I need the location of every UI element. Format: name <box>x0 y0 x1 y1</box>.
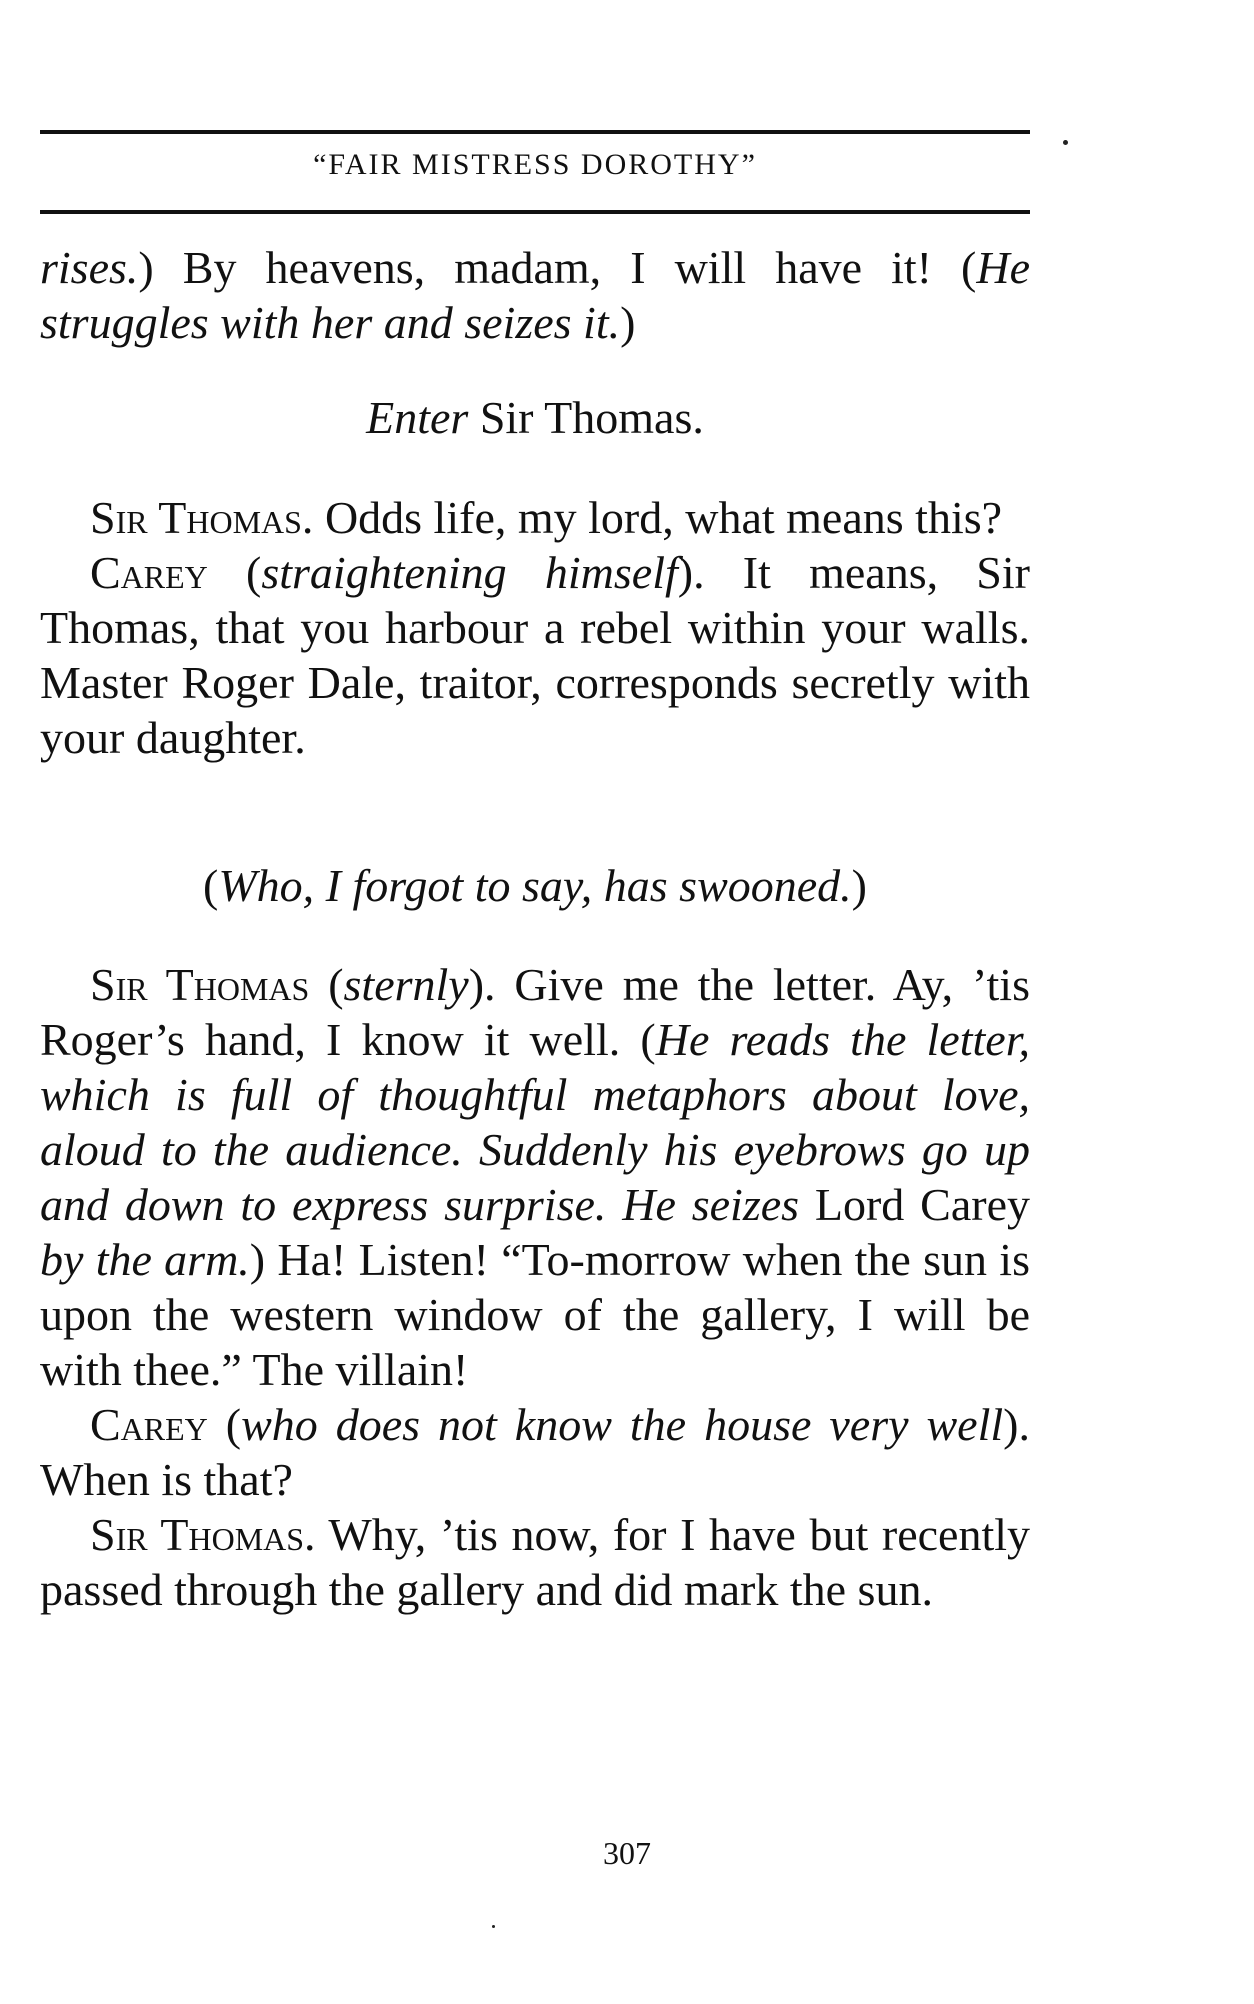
page-number: 307 <box>603 1835 651 1871</box>
dialogue-block-1: Sir Thomas. Odds life, my lord, what means this? Carey (straightening himself). It means, Sir Thomas, that you harbour a rebel within your walls. Master Roger Dale, traitor, corresponds secretly with your daughter. <box>40 492 1030 763</box>
speck-mark <box>492 1925 495 1928</box>
paragraph-aside: (Who, I forgot to say, has swooned.) <box>202 860 867 911</box>
header-rule-bottom <box>40 210 1030 214</box>
paragraph-enter: Enter Sir Thomas. <box>366 392 704 443</box>
speaker-name: Carey <box>90 547 208 598</box>
speaker-name: Sir Thomas <box>90 959 310 1010</box>
speaker-name: Sir Thomas. <box>90 492 314 543</box>
header-rule-top <box>40 130 1030 134</box>
dialogue-block-2: Sir Thomas (sternly). Give me the letter. Ay, ’tis Roger’s hand, I know it well. (He reads the letter, which is full of thoughtful metaphors about love, aloud to the audience. Suddenly his eyebrows go up and down to express surprise. He seizes Lord Carey by the arm.) Ha! Listen! “To-morrow when the sun is upon the western window of the gallery, I will be with thee.” The villain! Carey (who does not know the house very well). When is that? Sir Thomas. Why, ’tis now, for I have but recently passed through the gallery and did mark the sun. <box>40 959 1031 1615</box>
paragraph-stage-direction-1: rises.) By heavens, madam, I will have it! (He struggles with her and seizes it.) <box>40 242 1030 348</box>
running-title: “FAIR MISTRESS DOROTHY” <box>313 148 757 181</box>
speaker-name: Sir Thomas. <box>90 1509 316 1560</box>
speaker-name: Carey <box>90 1399 208 1450</box>
speck-mark <box>1063 140 1068 145</box>
